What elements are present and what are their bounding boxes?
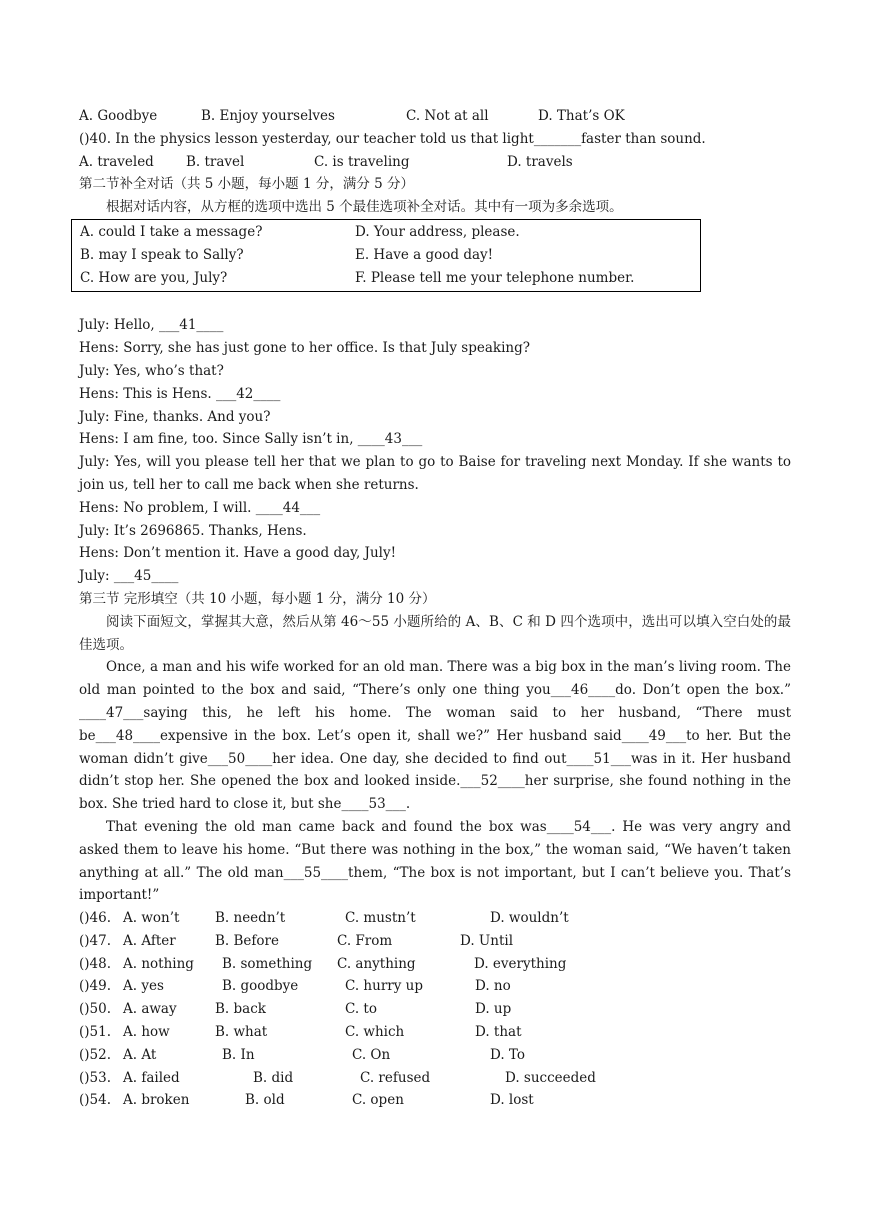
passage-paragraph: That evening the old man came back and found the box was____54___. He was very angry and asked them to leave his home. “But there was nothing in the box,” the woman said, “We haven’t taken anything at all.” The old man___55____them, “The box is not important, but I can’t believe you. That’s important!” — [79, 818, 791, 904]
q40-option-a: A. traveled — [79, 153, 154, 170]
q40-stem: ()40. In the physics lesson yesterday, our teacher told us that light_______faster than sound. — [79, 130, 706, 147]
q39-options — [79, 105, 791, 128]
q40-option-c: C. is traveling — [314, 153, 410, 170]
question-number: ()52. — [79, 1046, 112, 1063]
q39-option-a: A. Goodbye — [79, 108, 158, 124]
dialogue-line: July: Hello, ___41____ — [79, 317, 224, 334]
q40-option-d: D. travels — [507, 153, 573, 170]
box-option-f: F. Please tell me your telephone number. — [355, 269, 635, 286]
passage-paragraph: Once, a man and his wife worked for an old man. There was a big box in the man’s living room. The old man pointed to the box and said, “There’s only one thing you___46____do. Don’t open the box.” ____47___saying this, he left his home. The woman said to her husband, “There must be___48____expensive in the box. Let’s open it, shall we?” Her husband said____49___to her. But the woman didn’t give___50____her idea. One day, she decided to find out____51___was in it. Her husband didn’t stop her. She opened the box and looked inside.___52____her surprise, she found nothing in the box. She tried hard to close it, but she____53___. — [79, 659, 791, 813]
option-b: B. goodbye — [222, 978, 299, 995]
question-number: ()53. — [79, 1069, 112, 1086]
option-a: A. failed — [123, 1069, 180, 1086]
question-number: ()47. — [79, 932, 112, 949]
option-a: A. At — [123, 1046, 157, 1063]
question-row — [79, 975, 791, 998]
option-c: C. On — [352, 1046, 391, 1063]
option-d: D. wouldn’t — [490, 910, 569, 927]
dialogue-line: July: Yes, will you please tell her that we plan to go to Baise for traveling next Monday. If she wants to join us, tell her to call me back when she returns. — [79, 454, 791, 493]
question-row — [79, 1021, 791, 1044]
option-b: B. old — [245, 1092, 285, 1109]
question-row — [79, 953, 791, 976]
box-option-b: B. may I speak to Sally? — [80, 246, 244, 263]
question-row — [79, 1089, 791, 1112]
option-d: D. lost — [490, 1092, 534, 1109]
options-box — [71, 219, 701, 292]
option-c: C. refused — [360, 1069, 431, 1086]
option-a: A. how — [123, 1024, 170, 1041]
q39-option-b: B. Enjoy yourselves — [201, 108, 335, 124]
dialogue-line: Hens: I am fine, too. Since Sally isn’t in, ____43___ — [79, 431, 423, 448]
question-list — [79, 907, 791, 1112]
option-d: D. that — [475, 1024, 522, 1041]
box-option-a: A. could I take a message? — [80, 223, 263, 240]
dialogue-line: July: ___45____ — [79, 568, 179, 585]
q40-options — [79, 151, 791, 174]
q39-option-d: D. That’s OK — [538, 108, 625, 124]
option-a: A. won’t — [123, 910, 180, 927]
option-c: C. From — [337, 932, 393, 949]
option-b: B. back — [215, 1001, 266, 1018]
option-d: D. no — [475, 978, 511, 995]
dialogue — [79, 314, 791, 588]
dialogue-line: Hens: Don’t mention it. Have a good day, July! — [79, 545, 397, 562]
section2-instruction: 根据对话内容，从方框的选项中选出 5 个最佳选项补全对话。其中有一项为多余选项。 — [106, 199, 623, 216]
option-a: A. away — [123, 1001, 177, 1018]
question-number: ()48. — [79, 955, 112, 972]
box-option-d: D. Your address, please. — [355, 223, 520, 240]
question-row — [79, 998, 791, 1021]
option-b: B. did — [253, 1069, 294, 1086]
option-b: B. something — [222, 955, 313, 972]
dialogue-line: July: Yes, who’s that? — [79, 362, 224, 379]
option-a: A. yes — [123, 978, 164, 995]
option-c: C. hurry up — [345, 978, 423, 995]
option-d: D. succeeded — [505, 1069, 596, 1086]
option-a: A. After — [123, 932, 176, 949]
question-row — [79, 907, 791, 930]
option-d: D. Until — [460, 932, 514, 949]
q40-option-b: B. travel — [186, 153, 245, 170]
option-a: A. nothing — [123, 955, 194, 972]
question-row — [79, 1044, 791, 1067]
option-c: C. anything — [337, 955, 416, 972]
option-d: D. up — [475, 1001, 512, 1018]
option-c: C. to — [345, 1001, 377, 1018]
option-c: C. mustn’t — [345, 910, 416, 927]
question-number: ()51. — [79, 1024, 112, 1041]
question-number: ()46. — [79, 910, 112, 927]
option-d: D. everything — [474, 955, 567, 972]
dialogue-line: Hens: No problem, I will. ____44___ — [79, 499, 321, 516]
option-b: B. what — [215, 1024, 268, 1041]
question-number: ()49. — [79, 978, 112, 995]
options-box-row — [80, 221, 700, 244]
q39-option-c: C. Not at all — [406, 108, 489, 124]
option-a: A. broken — [123, 1092, 190, 1109]
box-option-e: E. Have a good day! — [355, 246, 494, 263]
options-box-row — [80, 267, 700, 290]
options-box-row — [80, 244, 700, 267]
option-b: B. needn’t — [215, 910, 286, 927]
dialogue-line: July: Fine, thanks. And you? — [79, 408, 271, 425]
dialogue-line: Hens: This is Hens. ___42____ — [79, 385, 281, 402]
section3-title: 第三节 完形填空（共 10 小题，每小题 1 分，满分 10 分） — [79, 590, 436, 607]
option-d: D. To — [490, 1046, 526, 1063]
option-b: B. In — [222, 1046, 255, 1063]
question-row — [79, 930, 791, 953]
question-number: ()54. — [79, 1092, 112, 1109]
section2-title: 第二节补全对话（共 5 小题，每小题 1 分，满分 5 分） — [79, 176, 415, 193]
dialogue-line: Hens: Sorry, she has just gone to her office. Is that July speaking? — [79, 340, 530, 357]
box-option-c: C. How are you, July? — [80, 269, 228, 286]
option-b: B. Before — [215, 932, 279, 949]
option-c: C. open — [352, 1092, 404, 1109]
exam-page — [79, 105, 791, 1112]
question-row — [79, 1067, 791, 1090]
dialogue-line: July: It’s 2696865. Thanks, Hens. — [79, 522, 307, 539]
option-c: C. which — [345, 1024, 405, 1041]
question-number: ()50. — [79, 1001, 112, 1018]
section3-instruction: 阅读下面短文，掌握其大意，然后从第 46～55 小题所给的 A、B、C 和 D 四个选项中，选出可以填入空白处的最佳选项。 — [79, 613, 791, 653]
